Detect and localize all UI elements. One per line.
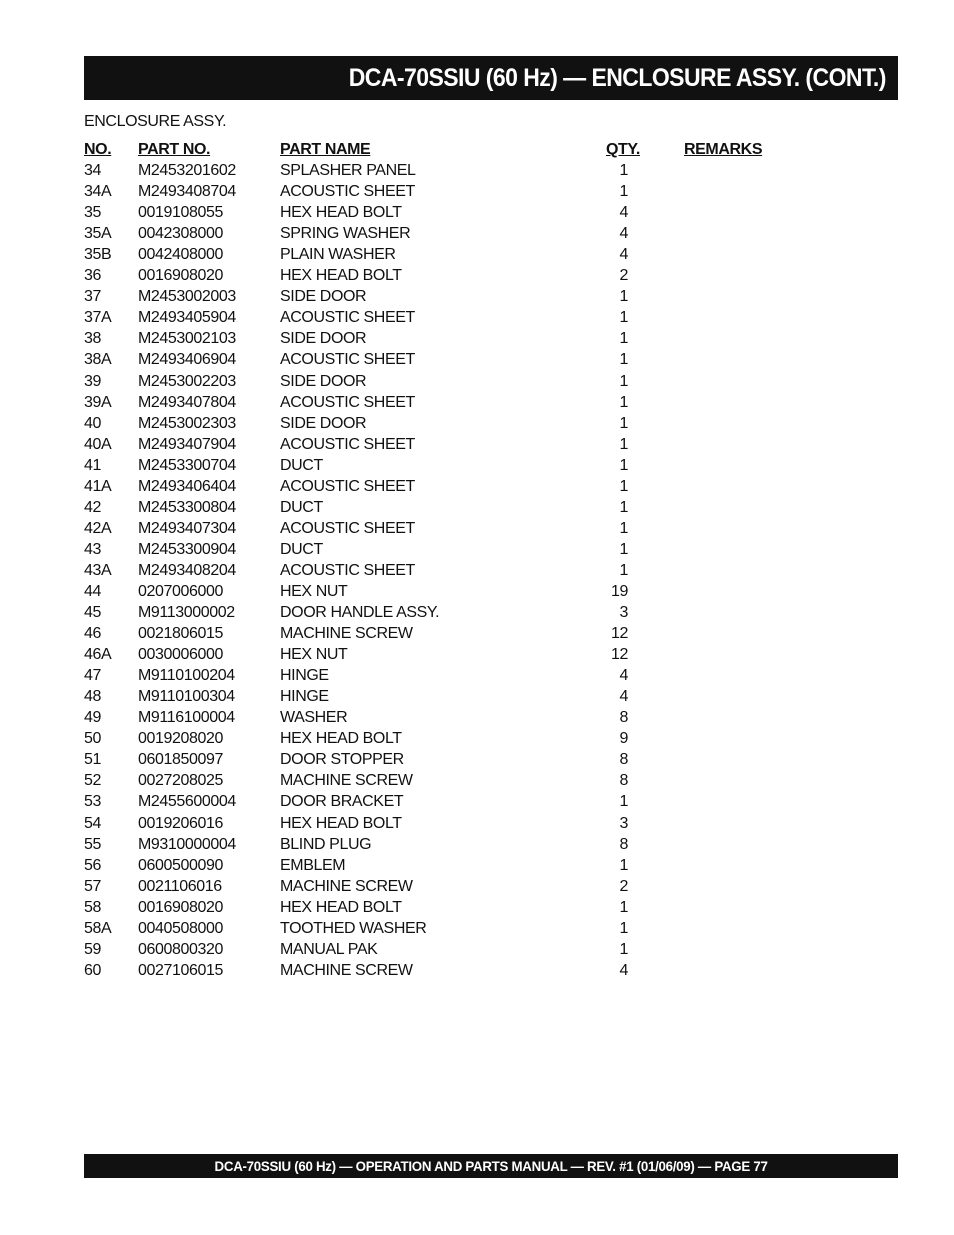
- cell-no: 55: [84, 835, 101, 853]
- cell-part-name: WASHER: [280, 709, 348, 727]
- cell-qty: 4: [619, 204, 628, 222]
- table-row: [84, 876, 784, 897]
- cell-qty: 1: [619, 351, 628, 369]
- table-row: [84, 686, 784, 707]
- cell-part-name: BLIND PLUG: [280, 835, 372, 853]
- cell-qty: 8: [619, 835, 628, 853]
- table-row: [84, 581, 784, 602]
- cell-no: 57: [84, 877, 101, 895]
- cell-qty: 4: [619, 688, 628, 706]
- cell-part-name: SIDE DOOR: [280, 414, 367, 432]
- cell-qty: 1: [619, 288, 628, 306]
- cell-no: 41: [84, 456, 101, 474]
- cell-part-no: M2453300904: [138, 540, 236, 558]
- table-row: [84, 413, 784, 434]
- table-row: [84, 307, 784, 328]
- cell-part-name: DOOR BRACKET: [280, 793, 404, 811]
- cell-part-name: DOOR HANDLE ASSY.: [280, 604, 440, 622]
- table-row: [84, 644, 784, 665]
- table-row: [84, 160, 784, 181]
- cell-part-no: M2455600004: [138, 793, 236, 811]
- table-row: [84, 918, 784, 939]
- cell-no: 58: [84, 898, 101, 916]
- cell-qty: 1: [619, 940, 628, 958]
- cell-no: 39: [84, 372, 101, 390]
- cell-part-no: M2493407304: [138, 519, 236, 537]
- cell-no: 36: [84, 267, 101, 285]
- table-row: [84, 728, 784, 749]
- cell-part-no: M2493406404: [138, 477, 236, 495]
- cell-qty: 1: [619, 414, 628, 432]
- cell-no: 60: [84, 961, 101, 979]
- table-body: [84, 160, 784, 981]
- cell-part-no: 0016908020: [138, 267, 223, 285]
- table-row: [84, 328, 784, 349]
- cell-qty: 1: [619, 162, 628, 180]
- cell-part-name: HEX HEAD BOLT: [280, 204, 402, 222]
- table-row: [84, 749, 784, 770]
- cell-no: 58A: [84, 919, 112, 937]
- page-title: DCA-70SSIU (60 Hz) — ENCLOSURE ASSY. (CONT.): [348, 63, 886, 92]
- cell-part-name: MACHINE SCREW: [280, 772, 413, 790]
- table-row: [84, 223, 784, 244]
- table-row: [84, 707, 784, 728]
- cell-no: 40A: [84, 435, 112, 453]
- cell-part-name: EMBLEM: [280, 856, 346, 874]
- cell-part-name: DUCT: [280, 498, 323, 516]
- cell-no: 49: [84, 709, 101, 727]
- table-row: [84, 855, 784, 876]
- cell-no: 45: [84, 604, 101, 622]
- table-row: [84, 349, 784, 370]
- cell-part-name: HEX NUT: [280, 582, 348, 600]
- cell-no: 59: [84, 940, 101, 958]
- cell-qty: 1: [619, 309, 628, 327]
- cell-qty: 1: [619, 898, 628, 916]
- cell-no: 50: [84, 730, 101, 748]
- cell-no: 46: [84, 625, 101, 643]
- cell-part-name: SIDE DOOR: [280, 288, 367, 306]
- cell-part-no: M2453201602: [138, 162, 236, 180]
- cell-part-name: HEX HEAD BOLT: [280, 814, 402, 832]
- table-row: [84, 813, 784, 834]
- cell-part-name: ACOUSTIC SHEET: [280, 351, 415, 369]
- cell-qty: 1: [619, 561, 628, 579]
- cell-part-no: M9116100004: [138, 709, 235, 727]
- table-row: [84, 455, 784, 476]
- cell-no: 43A: [84, 561, 112, 579]
- cell-no: 34A: [84, 183, 112, 201]
- cell-no: 35: [84, 204, 101, 222]
- cell-no: 53: [84, 793, 101, 811]
- cell-no: 43: [84, 540, 101, 558]
- table-row: [84, 371, 784, 392]
- table-row: [84, 770, 784, 791]
- cell-part-name: DOOR STOPPER: [280, 751, 404, 769]
- cell-part-no: 0601850097: [138, 751, 223, 769]
- cell-part-name: SIDE DOOR: [280, 330, 367, 348]
- cell-qty: 9: [619, 730, 628, 748]
- table-row: [84, 539, 784, 560]
- cell-part-name: TOOTHED WASHER: [280, 919, 427, 937]
- cell-qty: 1: [619, 477, 628, 495]
- cell-part-no: M2453002103: [138, 330, 236, 348]
- cell-part-name: MACHINE SCREW: [280, 877, 413, 895]
- cell-qty: 3: [619, 604, 628, 622]
- cell-qty: 3: [619, 814, 628, 832]
- cell-part-no: M9310000004: [138, 835, 236, 853]
- cell-part-name: HEX HEAD BOLT: [280, 730, 402, 748]
- table-row: [84, 602, 784, 623]
- cell-part-no: 0019206016: [138, 814, 223, 832]
- footer-text: DCA-70SSIU (60 Hz) — OPERATION AND PARTS MANUAL — REV. #1 (01/06/09) — PAGE 77: [214, 1158, 768, 1174]
- cell-part-name: MACHINE SCREW: [280, 625, 413, 643]
- cell-no: 46A: [84, 646, 112, 664]
- cell-part-no: M2493407804: [138, 393, 236, 411]
- cell-qty: 1: [619, 540, 628, 558]
- cell-part-name: MACHINE SCREW: [280, 961, 413, 979]
- cell-part-no: M9110100204: [138, 667, 235, 685]
- table-row: [84, 286, 784, 307]
- cell-part-name: HINGE: [280, 688, 329, 706]
- cell-no: 42: [84, 498, 101, 516]
- cell-part-no: 0019108055: [138, 204, 223, 222]
- cell-part-no: 0027208025: [138, 772, 223, 790]
- cell-part-no: 0019208020: [138, 730, 223, 748]
- cell-no: 56: [84, 856, 101, 874]
- table-row: [84, 897, 784, 918]
- cell-no: 37A: [84, 309, 112, 327]
- cell-qty: 4: [619, 246, 628, 264]
- cell-qty: 1: [619, 856, 628, 874]
- cell-no: 40: [84, 414, 101, 432]
- cell-qty: 8: [619, 772, 628, 790]
- cell-no: 34: [84, 162, 101, 180]
- cell-part-name: MANUAL PAK: [280, 940, 378, 958]
- table-row: [84, 434, 784, 455]
- cell-part-no: M2493408704: [138, 183, 236, 201]
- table-row: [84, 665, 784, 686]
- cell-qty: 1: [619, 919, 628, 937]
- table-row: [84, 623, 784, 644]
- cell-part-name: HINGE: [280, 667, 329, 685]
- table-row: [84, 244, 784, 265]
- cell-part-no: M2493405904: [138, 309, 236, 327]
- footer-bar: [84, 1154, 898, 1178]
- cell-qty: 1: [619, 372, 628, 390]
- column-header-part-name: PART NAME: [280, 141, 371, 158]
- cell-no: 37: [84, 288, 101, 306]
- parts-table: [84, 139, 784, 981]
- cell-no: 51: [84, 751, 101, 769]
- cell-part-name: ACOUSTIC SHEET: [280, 477, 415, 495]
- table-row: [84, 518, 784, 539]
- table-row: [84, 392, 784, 413]
- cell-no: 35B: [84, 246, 112, 264]
- column-header-remarks: REMARKS: [684, 141, 763, 158]
- cell-part-no: M2493408204: [138, 561, 236, 579]
- cell-part-name: ACOUSTIC SHEET: [280, 519, 415, 537]
- cell-qty: 1: [619, 393, 628, 411]
- cell-part-no: 0600800320: [138, 940, 223, 958]
- cell-part-name: ACOUSTIC SHEET: [280, 309, 415, 327]
- cell-qty: 2: [619, 877, 628, 895]
- cell-qty: 1: [619, 435, 628, 453]
- cell-part-no: 0042408000: [138, 246, 223, 264]
- cell-no: 38: [84, 330, 101, 348]
- table-row: [84, 202, 784, 223]
- cell-part-no: 0040508000: [138, 919, 223, 937]
- cell-part-name: DUCT: [280, 456, 323, 474]
- cell-part-name: SIDE DOOR: [280, 372, 367, 390]
- page-title-bar: [84, 56, 898, 100]
- cell-part-name: ACOUSTIC SHEET: [280, 561, 415, 579]
- cell-qty: 4: [619, 667, 628, 685]
- cell-part-name: SPLASHER PANEL: [280, 162, 416, 180]
- cell-part-no: M2453300704: [138, 456, 236, 474]
- cell-part-no: M2453002303: [138, 414, 236, 432]
- cell-part-no: 0016908020: [138, 898, 223, 916]
- cell-qty: 12: [611, 625, 628, 643]
- cell-part-no: M2453300804: [138, 498, 236, 516]
- cell-part-no: 0021106016: [138, 877, 222, 895]
- cell-no: 44: [84, 582, 101, 600]
- cell-part-no: 0600500090: [138, 856, 223, 874]
- cell-qty: 19: [611, 582, 628, 600]
- cell-qty: 1: [619, 330, 628, 348]
- cell-part-no: M2493407904: [138, 435, 236, 453]
- table-row: [84, 560, 784, 581]
- table-row: [84, 181, 784, 202]
- cell-part-name: HEX HEAD BOLT: [280, 267, 402, 285]
- cell-qty: 1: [619, 498, 628, 516]
- cell-part-name: ACOUSTIC SHEET: [280, 393, 415, 411]
- cell-part-no: 0021806015: [138, 625, 223, 643]
- cell-no: 42A: [84, 519, 112, 537]
- cell-part-name: SPRING WASHER: [280, 225, 411, 243]
- cell-no: 48: [84, 688, 101, 706]
- cell-no: 35A: [84, 225, 112, 243]
- table-row: [84, 497, 784, 518]
- column-header-no: NO.: [84, 141, 112, 158]
- cell-qty: 8: [619, 709, 628, 727]
- cell-qty: 1: [619, 793, 628, 811]
- cell-part-no: 0207006000: [138, 582, 223, 600]
- cell-qty: 4: [619, 961, 628, 979]
- cell-qty: 1: [619, 183, 628, 201]
- cell-part-name: ACOUSTIC SHEET: [280, 435, 415, 453]
- cell-part-name: ACOUSTIC SHEET: [280, 183, 415, 201]
- cell-part-no: M9113000002: [138, 604, 235, 622]
- table-header-row: [84, 139, 784, 160]
- cell-qty: 2: [619, 267, 628, 285]
- table-row: [84, 960, 784, 981]
- cell-part-no: M2453002203: [138, 372, 236, 390]
- column-header-part-no: PART NO.: [138, 141, 211, 158]
- table-row: [84, 476, 784, 497]
- cell-no: 47: [84, 667, 101, 685]
- cell-part-name: HEX NUT: [280, 646, 348, 664]
- cell-no: 41A: [84, 477, 112, 495]
- cell-part-no: 0042308000: [138, 225, 223, 243]
- table-row: [84, 939, 784, 960]
- cell-qty: 8: [619, 751, 628, 769]
- cell-qty: 4: [619, 225, 628, 243]
- cell-part-no: M2493406904: [138, 351, 236, 369]
- column-header-qty: QTY.: [606, 141, 640, 158]
- cell-part-no: 0030006000: [138, 646, 223, 664]
- cell-no: 38A: [84, 351, 112, 369]
- cell-no: 54: [84, 814, 101, 832]
- cell-qty: 12: [611, 646, 628, 664]
- cell-part-name: HEX HEAD BOLT: [280, 898, 402, 916]
- cell-qty: 1: [619, 456, 628, 474]
- cell-part-no: M9110100304: [138, 688, 235, 706]
- cell-qty: 1: [619, 519, 628, 537]
- cell-no: 52: [84, 772, 101, 790]
- cell-part-no: M2453002003: [138, 288, 236, 306]
- cell-part-name: PLAIN WASHER: [280, 246, 396, 264]
- cell-part-name: DUCT: [280, 540, 323, 558]
- table-row: [84, 265, 784, 286]
- table-row: [84, 834, 784, 855]
- cell-no: 39A: [84, 393, 112, 411]
- cell-part-no: 0027106015: [138, 961, 223, 979]
- section-label: ENCLOSURE ASSY.: [84, 113, 227, 130]
- table-row: [84, 791, 784, 812]
